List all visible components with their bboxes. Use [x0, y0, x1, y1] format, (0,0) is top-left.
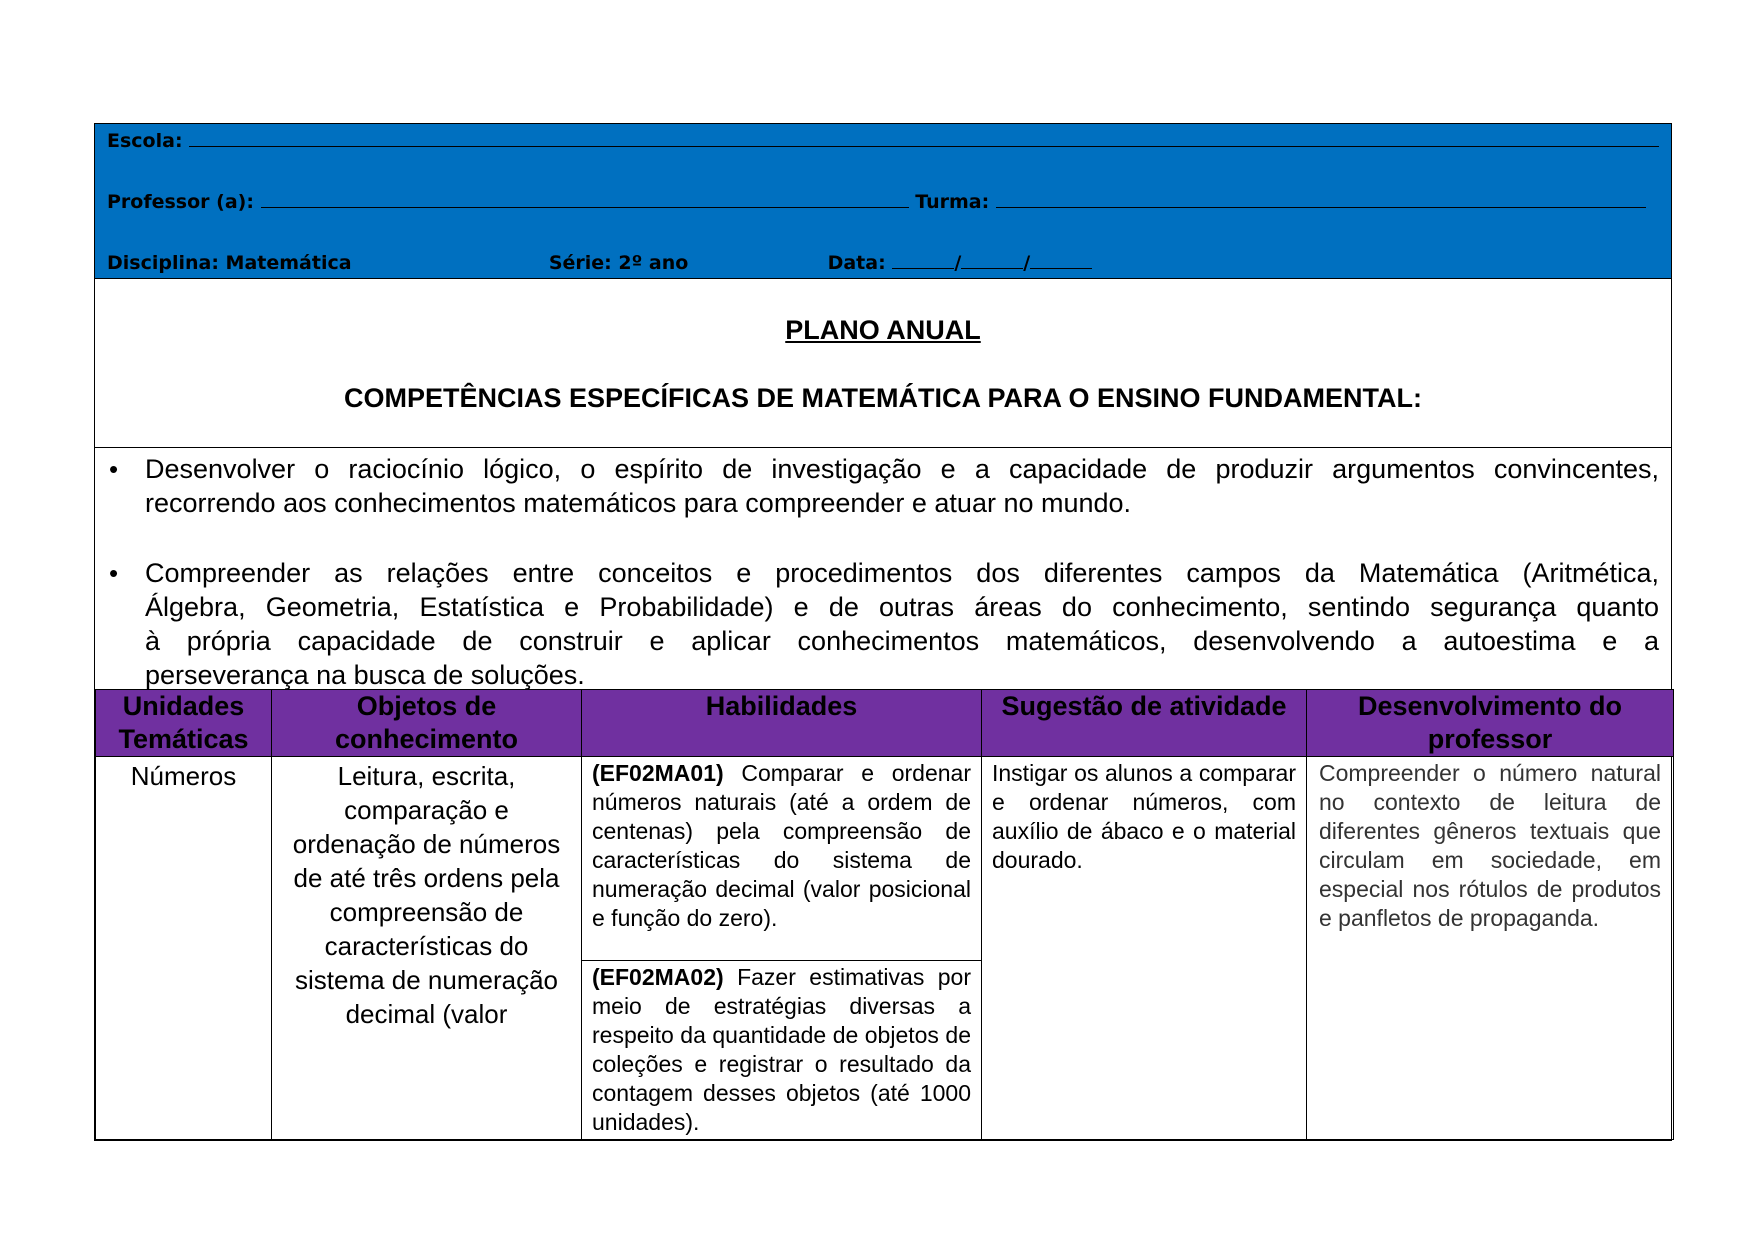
bullet-line: perseverança na busca de soluções. [145, 660, 585, 689]
habilidade-text: Comparar e ordenar números naturais (até a ordem de centenas) pela compreensão de características do sistema de numeração decimal (valor posicional e função do zero). [592, 760, 971, 931]
list-item [145, 556, 1659, 689]
data-separator-2: / [1023, 252, 1031, 274]
disciplina-text: Disciplina: Matemática [107, 252, 352, 274]
objetos-cell: Leitura, escrita, comparação e ordenação de números de até três ordens pela compreensão de características do sistema de numeração decimal (valor [272, 757, 582, 1140]
bullet-line: • Compreender as relações entre conceitos e procedimentos dos diferentes campos da Matemática (Aritmética, [145, 558, 1659, 588]
table-header-row [96, 690, 1674, 757]
escola-row [107, 128, 1659, 152]
column-header-desenvolvimento: Desenvolvimento do professor [1307, 690, 1674, 757]
data-day-field[interactable] [892, 250, 954, 269]
habilidades-cell [582, 757, 982, 1140]
table-row [96, 757, 1674, 1140]
disciplina-row [107, 250, 1659, 274]
section-title: COMPETÊNCIAS ESPECÍFICAS DE MATEMÁTICA PARA O ENSINO FUNDAMENTAL: [343, 383, 1422, 413]
turma-label: Turma: [915, 191, 990, 213]
competencias-list [95, 448, 1671, 689]
plan-document [94, 123, 1672, 1141]
serie-text: Série: 2º ano [548, 252, 689, 274]
bullet-line: Álgebra, Geometria, Estatística e Probabilidade) e de outras áreas do conhecimento, sentindo segurança quanto [145, 592, 1659, 622]
turma-field[interactable] [996, 189, 1646, 208]
data-label: Data: [827, 252, 886, 274]
data-separator-1: / [954, 252, 962, 274]
unidade-cell: Números [96, 757, 272, 1140]
habilidade-code: (EF02MA01) [592, 760, 724, 786]
professor-label: Professor (a): [107, 191, 254, 213]
title-block [95, 279, 1671, 448]
habilidade-item [582, 960, 981, 1139]
escola-field[interactable] [189, 128, 1659, 147]
data-year-field[interactable] [1030, 250, 1092, 269]
bullet-line: à própria capacidade de construir e aplicar conhecimentos matemáticos, desenvolvendo a autoestima e a [145, 626, 1659, 656]
column-header-sugestao: Sugestão de atividade [982, 690, 1307, 757]
desenvolvimento-cell: Compreender o número natural no contexto de leitura de diferentes gêneros textuais que circulam em sociedade, em especial nos rótulos de produtos e panfletos de propaganda. [1307, 757, 1674, 1140]
data-month-field[interactable] [961, 250, 1023, 269]
escola-label: Escola: [107, 130, 183, 152]
column-header-objetos: Objetos de conhecimento [272, 690, 582, 757]
school-header [95, 124, 1671, 279]
habilidade-code: (EF02MA02) [592, 964, 724, 990]
page-title: PLANO ANUAL [785, 315, 981, 345]
list-item [145, 452, 1659, 520]
habilidade-text: Fazer estimativas por meio de estratégias diversas a respeito da quantidade de objetos de coleções e registrar o resultado da contagem desses objetos (até 1000 unidades). [592, 964, 971, 1135]
bullet-line: recorrendo aos conhecimentos matemáticos para compreender e atuar no mundo. [145, 488, 1132, 518]
habilidade-item [582, 757, 981, 960]
column-header-habilidades: Habilidades [582, 690, 982, 757]
bullet-line: • Desenvolver o raciocínio lógico, o espírito de investigação e a capacidade de produzir argumentos convincentes, [145, 454, 1659, 484]
sugestao-cell: Instigar os alunos a comparar e ordenar números, com auxílio de ábaco e o material dourado. [982, 757, 1307, 1140]
professor-row [107, 189, 1659, 213]
habilidades-table [95, 689, 1674, 1140]
column-header-unidades: Unidades Temáticas [96, 690, 272, 757]
professor-field[interactable] [261, 189, 909, 208]
